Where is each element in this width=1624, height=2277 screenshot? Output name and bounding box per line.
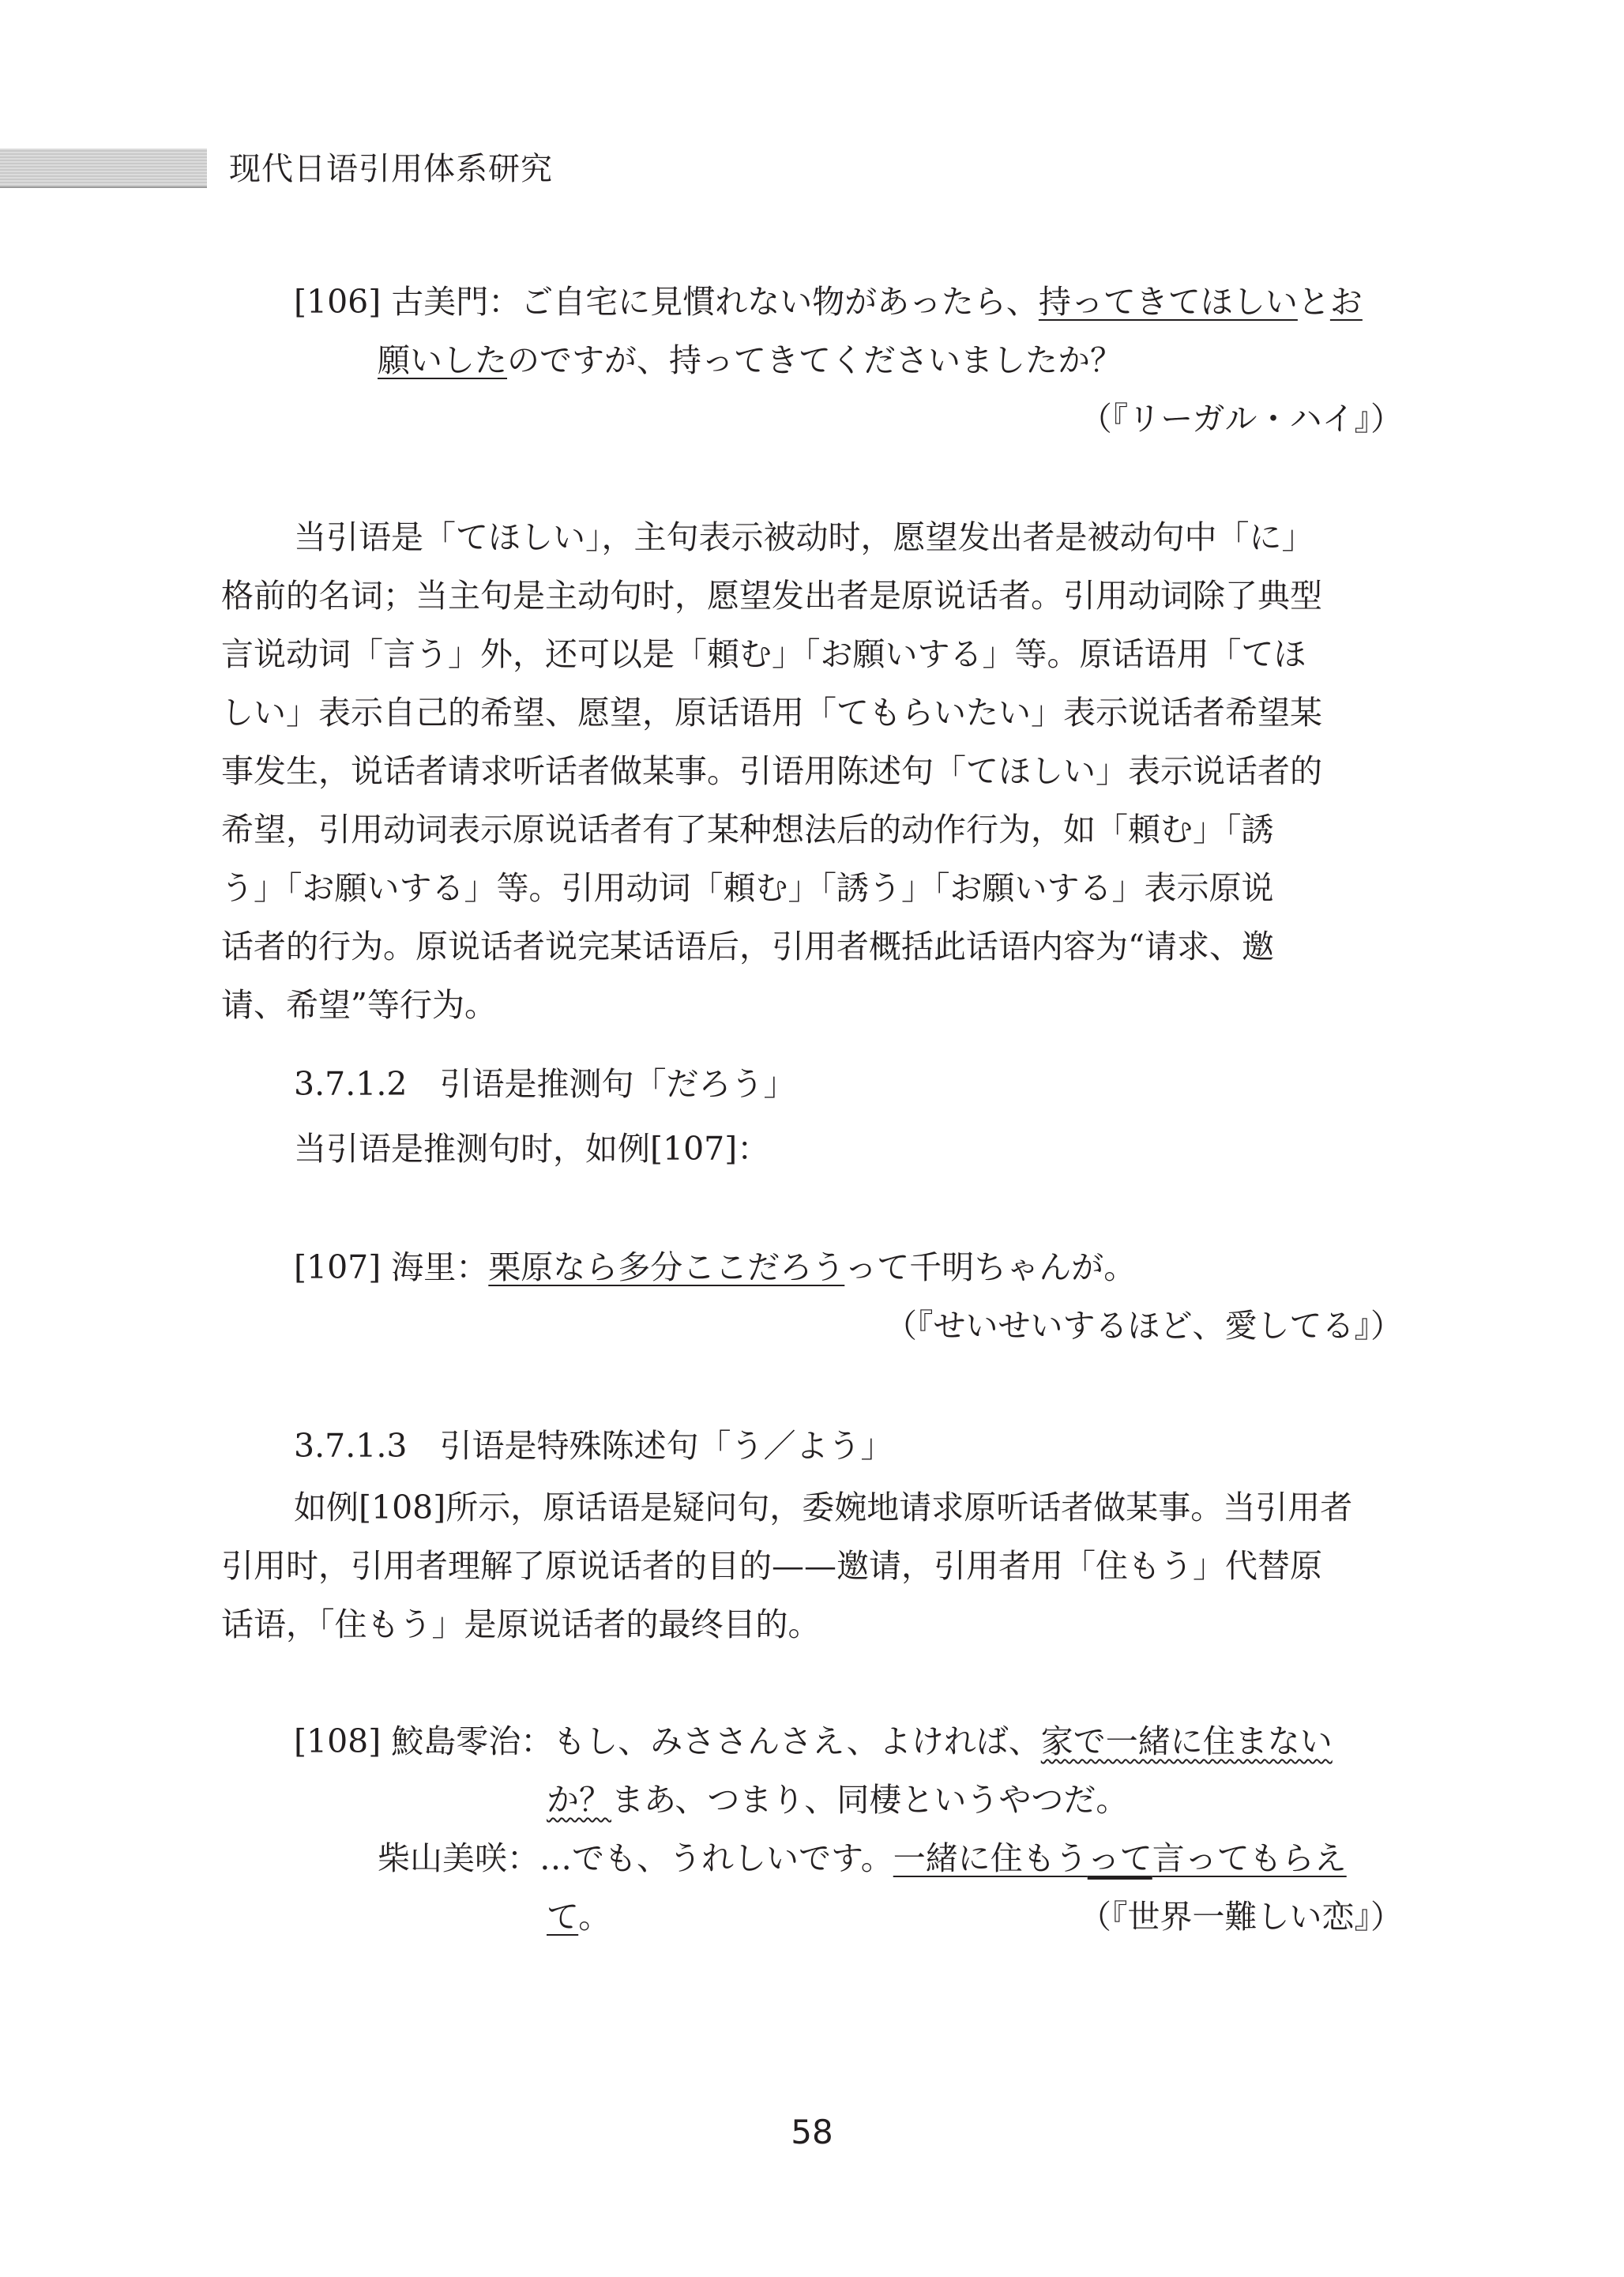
wavy-underlined-quote: 家で一緒に住まない — [1040, 1722, 1333, 1760]
paragraph-1-line: 事发生，说话者请求听话者做某事。引语用陈述句「てほしい」表示说话者的 — [221, 752, 1322, 790]
example-text: まあ、つまり、同棲というやつだ。 — [611, 1781, 1129, 1819]
example-108-line-2 — [547, 1776, 1128, 1823]
paragraph-1-line: しい」表示自己的希望、愿望，原话语用「てもらいたい」表示说话者希望某 — [221, 694, 1322, 732]
paragraph-1-line: 当引语是「てほしい」，主句表示被动时，愿望发出者是被动句中「に」 — [294, 518, 1314, 556]
example-107-source: （『せいせいするほど、愛してる』） — [885, 1307, 1403, 1345]
underlined-quote: 持ってきてほしい — [1038, 283, 1298, 321]
example-108-line-3 — [378, 1835, 1347, 1882]
paragraph-1-line: 话者的行为。原说话者说完某话语后，引用者概括此话语内容为“请求、邀 — [221, 928, 1274, 965]
underlined-verb: て — [547, 1898, 579, 1936]
example-number: [108] — [294, 1722, 392, 1760]
speaker-name: 鮫島零治： — [391, 1722, 554, 1760]
example-text: 。 — [578, 1898, 611, 1936]
underlined-verb: 願いした — [378, 341, 507, 379]
paragraph-1-line: う」「お願いする」等。引用动词「頼む」「誘う」「お願いする」表示原说 — [221, 869, 1274, 907]
underlined-verb: 言ってもらえ — [1152, 1839, 1347, 1877]
header-rule — [0, 186, 207, 188]
paragraph-2-line: 引用时，引用者理解了原说话者的目的——邀请，引用者用「住もう」代替原 — [221, 1547, 1322, 1585]
speaker-name: 海里： — [391, 1248, 489, 1286]
section-heading-3-7-1-2: 3.7.1.2 引语是推测句「だろう」 — [294, 1065, 796, 1103]
underlined-quote: 栗原なら多分ここだろう — [488, 1248, 845, 1286]
example-106-line-2 — [378, 337, 1122, 384]
example-text: ご自宅に見慣れない物があったら、 — [521, 283, 1039, 321]
example-text: もし、みささんさえ、よければ、 — [553, 1722, 1041, 1760]
running-header-title: 现代日语引用体系研究 — [229, 151, 553, 187]
paragraph-1-line: 请、希望”等行为。 — [221, 986, 497, 1024]
example-text: って千明ちゃんが。 — [844, 1248, 1137, 1286]
example-number: [106] — [294, 283, 392, 321]
paragraph-1-line: 格前的名词；当主句是主动句时，愿望发出者是原说话者。引用动词除了典型 — [221, 577, 1322, 615]
wavy-underlined-quote: か？ — [547, 1781, 611, 1819]
underlined-verb: お — [1329, 283, 1363, 321]
header-decoration-bar — [0, 149, 207, 186]
speaker-name: 古美門： — [391, 283, 521, 321]
example-106-source: （『リーガル・ハイ』） — [1079, 400, 1403, 438]
example-text: と — [1297, 283, 1330, 321]
underlined-quote: 一緒に住もう — [893, 1839, 1088, 1877]
example-107-line-1 — [294, 1244, 1136, 1291]
bold-underlined-marker: って — [1087, 1839, 1152, 1877]
section-intro: 当引语是推测句时，如例[107]： — [294, 1130, 770, 1168]
speaker-name: 柴山美咲： — [378, 1839, 539, 1877]
section-heading-3-7-1-3: 3.7.1.3 引语是特殊陈述句「う／よう」 — [294, 1427, 893, 1465]
paragraph-2-line: 如例[108]所示，原话语是疑问句，委婉地请求原听话者做某事。当引用者 — [294, 1489, 1353, 1526]
example-106-line-1 — [294, 278, 1363, 326]
example-108-source: （『世界一難しい恋』） — [1079, 1898, 1403, 1936]
example-108-line-4 — [547, 1893, 611, 1940]
example-number: [107] — [294, 1248, 392, 1286]
example-text: のですが、持ってきてくださいましたか？ — [507, 341, 1122, 379]
example-text: …でも、うれしいです。 — [539, 1839, 893, 1877]
page-number: 58 — [791, 2113, 833, 2151]
paragraph-1-line: 希望，引用动词表示原说话者有了某种想法后的动作行为，如「頼む」「誘 — [221, 811, 1274, 849]
paragraph-1-line: 言说动词「言う」外，还可以是「頼む」「お願いする」等。原话语用「てほ — [221, 635, 1306, 673]
paragraph-2-line: 话语，「住もう」是原说话者的最终目的。 — [221, 1605, 821, 1643]
example-108-line-1 — [294, 1718, 1333, 1765]
